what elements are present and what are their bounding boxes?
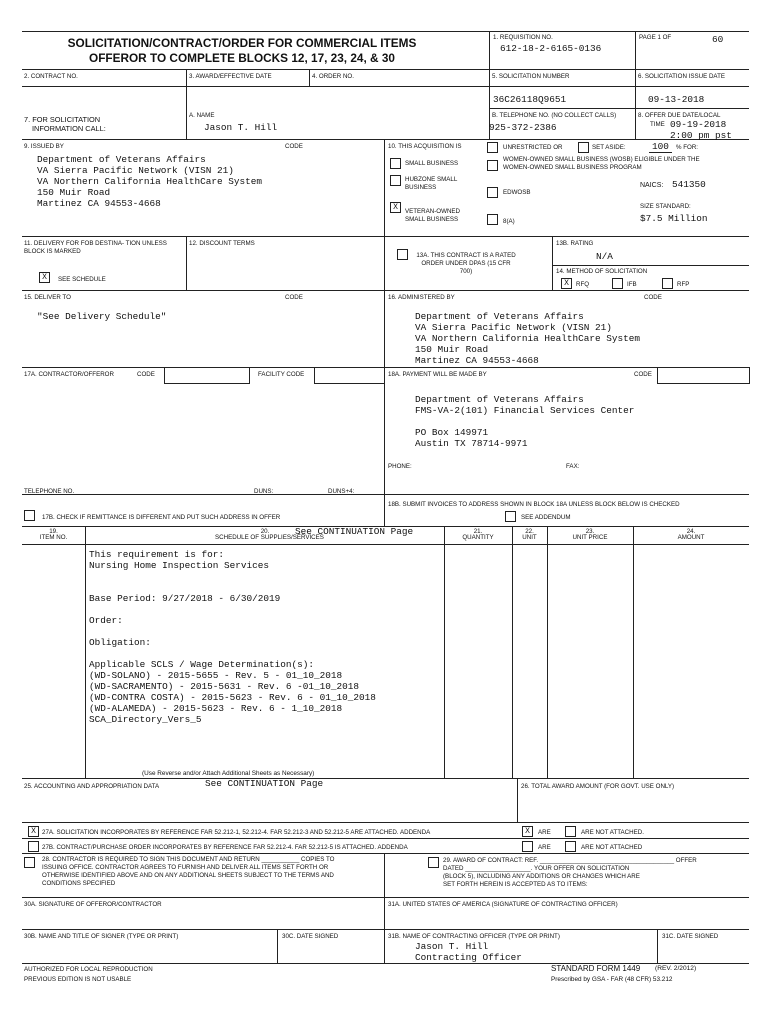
solicitation-number: 36C26118Q9651 <box>493 94 567 105</box>
offer-due-date: 09-19-2018 <box>670 119 727 130</box>
award-line1: 29. AWARD OF CONTRACT: REF. _______________________________________ OFFER <box>443 857 697 864</box>
officer-name: Jason T. Hill Contracting Officer <box>415 941 522 963</box>
naics-label: NAICS: <box>640 182 664 189</box>
rule <box>512 526 513 778</box>
rule <box>547 526 548 778</box>
offer-due-label1: 8. OFFER DUE DATE/LOCAL <box>638 112 721 119</box>
date-signed-30c-label: 30C. DATE SIGNED <box>282 933 339 940</box>
footer-previous: PREVIOUS EDITION IS NOT USABLE <box>24 976 132 983</box>
edwosb-label: EDWOSB <box>503 189 531 196</box>
rule <box>186 69 187 139</box>
deliver-to-label: 15. DELIVER TO <box>24 294 71 301</box>
rule <box>22 290 749 291</box>
rule <box>384 494 385 526</box>
rule <box>22 778 749 779</box>
col-schedule-num: 20. <box>260 528 270 535</box>
offer-due-label2: TIME <box>650 121 665 128</box>
acquisition-label: 10. THIS ACQUISITION IS <box>388 143 462 150</box>
remittance-checkbox[interactable] <box>24 510 35 521</box>
hubzone-checkbox[interactable] <box>390 175 401 186</box>
size-standard-value: $7.5 Million <box>640 213 708 224</box>
award-line2: DATED ___________________. YOUR OFFER ON SOLICITATION <box>443 865 630 872</box>
set-aside-label: SET ASIDE: <box>592 144 626 151</box>
award-line4: SET FORTH HEREIN IS ACCEPTED AS TO ITEMS: <box>443 881 588 888</box>
page-label: PAGE 1 OF <box>639 34 672 41</box>
order-no-label: 4. ORDER NO. <box>312 73 354 80</box>
issued-by-label: 9. ISSUED BY <box>24 143 64 150</box>
offeror-signature-label: 30A. SIGNATURE OF OFFEROR/CONTRACTOR <box>24 901 162 908</box>
naics-code: 541350 <box>672 179 706 190</box>
col-quantity-label: QUANTITY <box>462 533 494 541</box>
facility-code-label: FACILITY CODE <box>258 371 305 378</box>
addenda-b-not-attached-label: ARE NOT ATTACHED <box>581 844 643 851</box>
rule <box>22 544 749 545</box>
col-amount-num: 24. <box>686 528 696 535</box>
footer-standard-form: STANDARD FORM 1449 <box>551 964 641 973</box>
schedule-continuation: See CONTINUATION Page <box>295 526 414 537</box>
rule <box>22 897 749 898</box>
telephone-label: B. TELEPHONE NO. (NO COLLECT CALLS) <box>492 112 617 119</box>
accounting-value: See CONTINUATION Page <box>205 778 324 789</box>
rfq-checkbox[interactable] <box>561 278 572 289</box>
col-unit <box>512 528 547 541</box>
see-addendum-checkbox[interactable] <box>505 511 516 522</box>
addenda-are-checkbox[interactable] <box>522 826 533 837</box>
page-total: 60 <box>712 34 724 45</box>
set-aside-percent: 100 <box>649 141 672 153</box>
addenda-b-not-attached-checkbox[interactable] <box>565 841 576 852</box>
rfq-mark: X <box>564 279 569 288</box>
rfp-checkbox[interactable] <box>662 278 673 289</box>
col-schedule-label: SCHEDULE OF SUPPLIES/SERVICES <box>215 533 324 541</box>
form-title-line1: SOLICITATION/CONTRACT/ORDER FOR COMMERCIAL ITEMS <box>67 36 417 50</box>
contractor-code-label: CODE <box>137 371 155 378</box>
administered-by-label: 16. ADMINISTERED BY <box>388 294 455 301</box>
rule <box>384 139 385 494</box>
form-title <box>22 36 462 66</box>
far-27a-label: 27A. SOLICITATION INCORPORATES BY REFERENCE FAR 52.212-1, 52.212-4. FAR 52.212-3 AND 52.212-5 ARE ATTACHED. ADDENDA <box>42 829 431 836</box>
see-addendum-label: SEE ADDENDUM <box>521 514 571 521</box>
col-unit-label: UNIT <box>522 533 537 541</box>
rfq-label: RFQ <box>576 281 590 288</box>
solicitation-number-label: 5. SOLICITATION NUMBER <box>492 73 570 80</box>
see-schedule-label: SEE SCHEDULE <box>58 276 106 283</box>
col-unit-price-label: UNIT PRICE <box>572 533 608 541</box>
requisition-label: 1. REQUISITION NO. <box>493 34 553 41</box>
vosb-label: VETERAN-OWNED SMALL BUSINESS <box>405 208 461 223</box>
far-27a-mark: X <box>31 827 36 836</box>
solicitation-info-line2: INFORMATION CALL: <box>32 124 106 133</box>
deliver-to-code-label: CODE <box>285 294 303 301</box>
phone-label: PHONE: <box>388 463 412 470</box>
rule <box>552 236 553 290</box>
rule <box>22 367 749 368</box>
wosb-checkbox[interactable] <box>487 160 498 171</box>
rule <box>22 822 749 823</box>
offer-due-time: 2:00 pm pst <box>670 130 732 141</box>
far-27b-label: 27B. CONTRACT/PURCHASE ORDER INCORPORATES BY REFERENCE FAR 52.212-4. FAR 52.212-5 IS ATTACHED. ADDENDA <box>42 844 408 851</box>
rule <box>22 69 749 70</box>
rule <box>277 929 278 963</box>
issued-by-address: Department of Veterans Affairs VA Sierra Pacific Network (VISN 21) VA Northern California HealthCare System 150 Muir Road Martinez CA 94553-4668 <box>37 154 263 209</box>
rule <box>22 929 749 930</box>
far-27a-checkbox[interactable] <box>28 826 39 837</box>
rfp-label: RFP <box>677 281 690 288</box>
remittance-label: 17B. CHECK IF REMITTANCE IS DIFFERENT AND PUT SUCH ADDRESS IN OFFER <box>42 514 281 521</box>
addenda-b-are-label: ARE <box>538 844 551 851</box>
duns-label: DUNS: <box>254 488 274 495</box>
award-date-label: 3. AWARD/EFFECTIVE DATE <box>189 73 272 80</box>
addenda-not-attached-checkbox[interactable] <box>565 826 576 837</box>
contractor-code-field[interactable] <box>164 367 250 384</box>
wosb-label: WOMEN-OWNED SMALL BUSINESS (WOSB) ELIGIBLE UNDER THE WOMEN-OWNED SMALL BUSINESS PROGRAM <box>503 156 700 171</box>
contract-no-label: 2. CONTRACT NO. <box>24 73 78 80</box>
duns4-label: DUNS+4: <box>328 488 355 495</box>
see-schedule-checkbox[interactable] <box>39 272 50 283</box>
edwosb-checkbox[interactable] <box>487 187 498 198</box>
hubzone-label: HUBZONE SMALL BUSINESS <box>405 176 458 191</box>
rated-order-label: 13A. THIS CONTRACT IS A RATED ORDER UNDER DPAS (15 CFR 700) <box>416 252 516 275</box>
rule <box>552 265 749 266</box>
rule <box>22 86 749 87</box>
issue-date-label: 6. SOLICITATION ISSUE DATE <box>638 73 725 80</box>
ifb-label: IFB <box>627 281 637 288</box>
rule <box>384 853 385 963</box>
see-schedule-mark: X <box>42 273 47 282</box>
officer-signature-label: 31A. UNITED STATES OF AMERICA (SIGNATURE OF CONTRACTING OFFICER) <box>388 901 618 908</box>
signer-name-label: 30B. NAME AND TITLE OF SIGNER (TYPE OR PRINT) <box>24 933 179 940</box>
far-27b-checkbox[interactable] <box>28 841 39 852</box>
small-business-label: SMALL BUSINESS <box>405 160 459 167</box>
unrestricted-checkbox[interactable] <box>487 142 498 153</box>
eight-a-checkbox[interactable] <box>487 214 498 225</box>
accounting-label: 25. ACCOUNTING AND APPROPRIATION DATA <box>24 783 160 790</box>
date-signed-31c-label: 31C. DATE SIGNED <box>662 933 719 940</box>
award-checkbox[interactable] <box>428 857 439 868</box>
rule <box>309 69 310 86</box>
form-title-line2: OFFEROR TO COMPLETE BLOCKS 12, 17, 23, 24, & 30 <box>89 51 395 65</box>
col-unit-num: 22. <box>525 528 534 535</box>
submit-invoices-label: 18B. SUBMIT INVOICES TO ADDRESS SHOWN IN BLOCK 18A UNLESS BLOCK BELOW IS CHECKED <box>388 501 680 508</box>
rating-label: 13B. RATING <box>556 240 594 247</box>
award-line3: (BLOCK 5), INCLUDING ANY ADDITIONS OR CHANGES WHICH ARE <box>443 873 640 880</box>
contractor-sign-checkbox[interactable] <box>24 857 35 868</box>
payment-by-label: 18A. PAYMENT WILL BE MADE BY <box>388 371 487 378</box>
addenda-are-mark: X <box>525 827 530 836</box>
sdvosb-mark: X <box>393 203 398 212</box>
total-award-label: 26. TOTAL AWARD AMOUNT (FOR GOVT. USE ONLY) <box>521 783 675 790</box>
contractor-sign-text: 28. CONTRACTOR IS REQUIRED TO SIGN THIS DOCUMENT AND RETURN ___________ COPIES TO ISSUING OFFICE. CONTRACTOR AGREES TO FURNISH AND DELIVER ALL ITEMS SET FORTH OR OTHERWISE IDENTIFIED ABOVE AND ON ANY ADDITIONAL SHEETS SUBJECT TO THE TERMS AND CONDITIONS SPECIFIED <box>42 856 335 887</box>
col-amount-label: AMOUNT <box>677 533 705 541</box>
percent-for-label: % FOR: <box>676 144 699 151</box>
method-label: 14. METHOD OF SOLICITATION <box>556 268 648 275</box>
addenda-b-are-checkbox[interactable] <box>522 841 533 852</box>
discount-terms-label: 12. DISCOUNT TERMS <box>189 240 255 247</box>
col-item-no <box>22 528 85 541</box>
administered-code-label: CODE <box>644 294 662 301</box>
rule <box>22 139 749 140</box>
rule <box>22 31 749 32</box>
name-label: A. NAME <box>189 112 215 119</box>
facility-code-field[interactable] <box>314 367 385 384</box>
footer-prescribed: Prescribed by GSA - FAR (48 CFR) 53.212 <box>551 976 673 983</box>
rule <box>186 236 187 290</box>
col-quantity <box>444 528 512 541</box>
eight-a-label: 8(A) <box>503 218 515 225</box>
set-aside-checkbox[interactable] <box>578 142 589 153</box>
officer-name-label: 31B. NAME OF CONTRACTING OFFICER (TYPE OR PRINT) <box>388 933 560 940</box>
rated-order-checkbox[interactable] <box>397 249 408 260</box>
reverse-note: (Use Reverse and/or Attach Additional Sheets as Necessary) <box>142 770 315 777</box>
fax-label: FAX: <box>566 463 580 470</box>
sdvosb-checkbox[interactable] <box>390 202 401 213</box>
rule <box>22 236 749 237</box>
col-quantity-num: 21. <box>473 528 483 535</box>
rule <box>22 853 749 854</box>
payment-code-label: CODE <box>634 371 652 378</box>
contact-name: Jason T. Hill <box>204 122 278 133</box>
size-standard-label: SIZE STANDARD: <box>640 203 691 210</box>
deliver-to-value: "See Delivery Schedule" <box>37 311 167 322</box>
solicitation-info-label <box>24 115 106 133</box>
rule <box>22 838 749 839</box>
col-unit-price-num: 23. <box>585 528 595 535</box>
contractor-telephone-label: TELEPHONE NO. <box>24 488 75 495</box>
ifb-checkbox[interactable] <box>612 278 623 289</box>
delivery-fob-label: 11. DELIVERY FOR FOB DESTINA- TION UNLESS BLOCK IS MARKED <box>24 240 167 255</box>
col-amount <box>633 528 749 541</box>
addenda-are-label: ARE <box>538 829 551 836</box>
payment-address: Department of Veterans Affairs FMS-VA-2(101) Financial Services Center PO Box 149971 Austin TX 78714-9971 <box>415 394 635 449</box>
col-item-no-num: 19. <box>49 528 58 535</box>
rule <box>633 526 634 778</box>
issued-by-code-label: CODE <box>285 143 303 150</box>
rating-value: N/A <box>596 251 613 262</box>
contractor-label: 17A. CONTRACTOR/OFFEROR <box>24 371 114 378</box>
addenda-not-attached-label: ARE NOT ATTACHED. <box>581 829 644 836</box>
rule <box>444 526 445 778</box>
rule <box>22 494 749 495</box>
rule <box>635 31 636 139</box>
administered-by-address: Department of Veterans Affairs VA Sierra Pacific Network (VISN 21) VA Northern California HealthCare System 150 Muir Road Martinez CA 94553-4668 <box>415 311 641 366</box>
rule <box>85 526 86 778</box>
issue-date: 09-13-2018 <box>648 94 705 105</box>
rule <box>657 929 658 963</box>
col-item-no-label: ITEM NO. <box>39 533 68 541</box>
requisition-number: 612-18-2-6165-0136 <box>500 43 602 54</box>
rule <box>489 108 749 109</box>
solicitation-info-line1: 7. FOR SOLICITATION <box>24 115 101 124</box>
col-unit-price <box>547 528 633 541</box>
unrestricted-label: UNRESTRICTED OR <box>503 144 563 151</box>
telephone-number: 925-372-2386 <box>489 122 557 133</box>
rule <box>517 778 518 822</box>
schedule-description: This requirement is for: Nursing Home Inspection Services Base Period: 9/27/2018 - 6/30/2019 Order: Obligation: Applicable SCLS / Wage Determination(s): (WD-SOLANO) - 2015-5655 - Rev. 5 - 01_10_2018 (WD-SACRAMENTO) - 2015-5631 - Rev. 6 -01_10_2018 (WD-CONTRA COSTA) - 2015-5623 - Rev. 6 - 01_10_2018 (WD-ALAMEDA) - 2015-5623 - Rev. 6 - 1_10_2018 SCA_Directory_Vers_5 <box>89 549 376 725</box>
footer-revision: (REV. 2/2012) <box>655 965 697 972</box>
footer-authorized: AUTHORIZED FOR LOCAL REPRODUCTION <box>24 966 153 973</box>
small-business-checkbox[interactable] <box>390 158 401 169</box>
payment-code-field[interactable] <box>657 367 750 384</box>
